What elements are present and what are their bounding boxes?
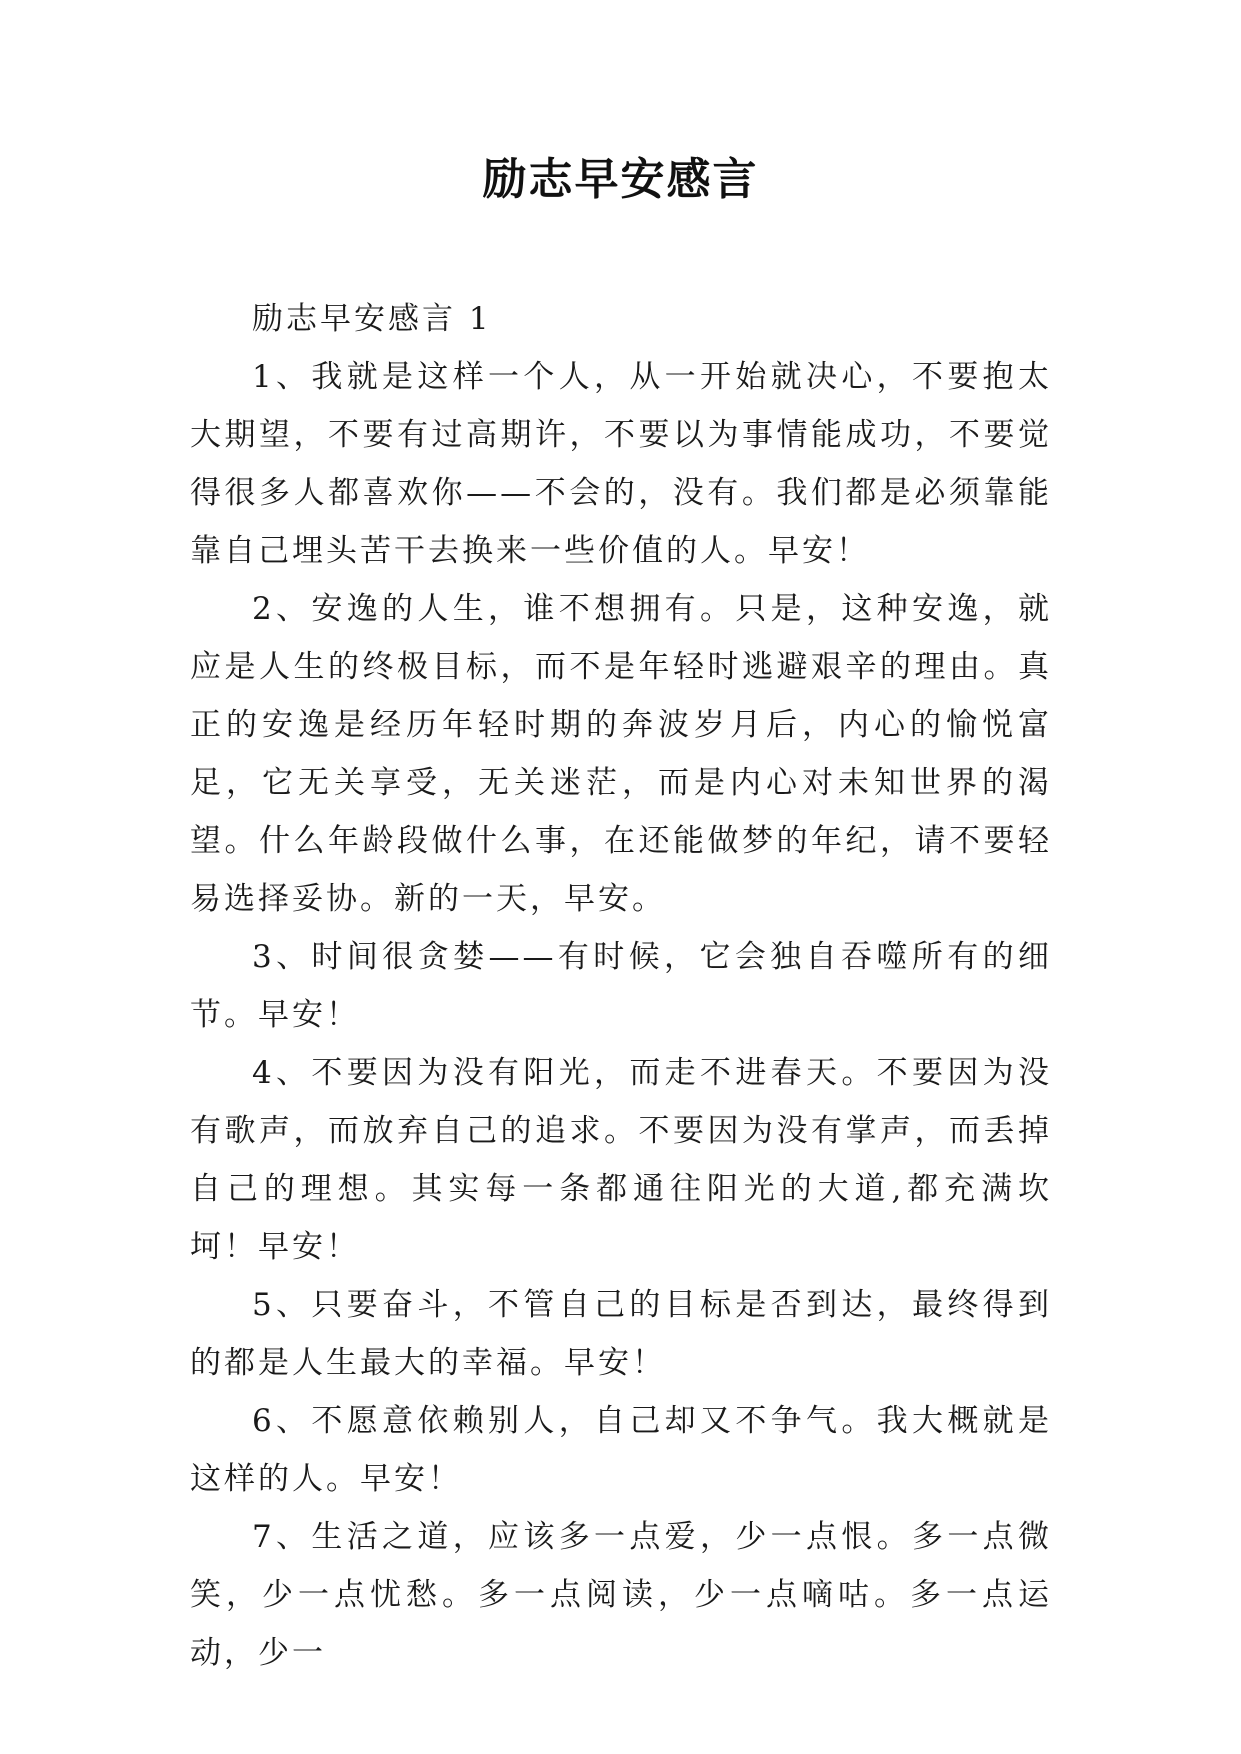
paragraph-1: 1、我就是这样一个人，从一开始就决心，不要抱太大期望，不要有过高期许，不要以为事情能成功，不要觉得很多人都喜欢你——不会的，没有。我们都是必须靠能靠自己埋头苦干去换来一些价值的人。早安！	[190, 359, 1052, 569]
paragraph-2: 2、安逸的人生，谁不想拥有。只是，这种安逸，就应是人生的终极目标，而不是年轻时逃避艰辛的理由。真正的安逸是经历年轻时期的奔波岁月后，内心的愉悦富足，它无关享受，无关迷茫，而是内心对未知世界的渴望。什么年龄段做什么事，在还能做梦的年纪，请不要轻易选择妥协。新的一天，早安。	[190, 591, 1052, 917]
paragraph-5: 5、只要奋斗，不管自己的目标是否到达，最终得到的都是人生最大的幸福。早安！	[190, 1287, 1052, 1381]
paragraph-7: 7、生活之道，应该多一点爱，少一点恨。多一点微笑，少一点忧愁。多一点阅读，少一点嘀咕。多一点运动，少一	[190, 1519, 1052, 1671]
paragraph-3: 3、时间很贪婪——有时候，它会独自吞噬所有的细节。早安！	[190, 939, 1052, 1033]
document-body	[190, 290, 1052, 1740]
document-title: 励志早安感言	[482, 154, 759, 205]
paragraph-4: 4、不要因为没有阳光，而走不进春天。不要因为没有歌声，而放弃自己的追求。不要因为没有掌声，而丢掉自己的理想。其实每一条都通往阳光的大道,都充满坎坷！早安！	[190, 1055, 1052, 1265]
paragraph-6: 6、不愿意依赖别人，自己却又不争气。我大概就是这样的人。早安！	[190, 1403, 1052, 1497]
section-heading: 励志早安感言 1	[252, 301, 492, 337]
